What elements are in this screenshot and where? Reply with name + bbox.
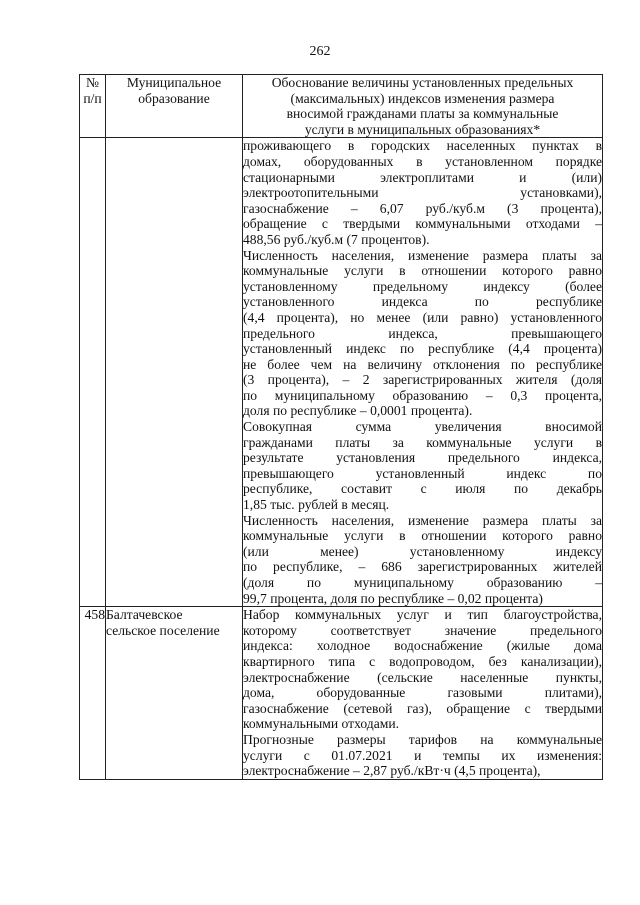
text-line: стационарными электроплитами и (или) (243, 169, 602, 185)
tariff-table (79, 74, 603, 780)
text-line: 488,56 руб./куб.м (7 процентов). (243, 231, 430, 247)
header-number-line: № (86, 75, 99, 90)
text-line: (4,4 процента), но менее (или равно) установленного (243, 309, 602, 325)
header-municipality (106, 75, 243, 138)
header-basis-line: вносимой гражданами платы за коммунальные (286, 106, 559, 122)
header-basis (243, 75, 603, 138)
text-line: электроснабжение – 2,87 руб./кВт·ч (4,5 процента), (243, 763, 541, 779)
header-number (80, 75, 106, 138)
paragraph (243, 607, 602, 732)
text-line: Набор коммунальных услуг и тип благоустройства, (243, 607, 602, 623)
paragraph (243, 419, 602, 513)
text-line: 1,85 тыс. рублей в месяц. (243, 497, 390, 513)
text-line: домах, оборудованных в установленном порядке (243, 153, 602, 169)
text-line: квартирного типа с водопроводом, без канализации), (243, 653, 602, 669)
text-line: электроотопительными установками), (243, 185, 602, 201)
page-number: 262 (309, 44, 331, 59)
cell-number-empty (80, 138, 106, 607)
text-line: Численность населения, изменение размера платы за (243, 247, 602, 263)
text-line: коммунальные услуги в отношении которого равно (243, 263, 602, 279)
text-line: предельного индекса, превышающего (243, 325, 602, 341)
text-line: установленный индекс по республике (4,4 процента) (243, 341, 602, 357)
header-number-line: п/п (83, 90, 102, 106)
header-municipality-line: образование (138, 90, 210, 106)
table-header-row (80, 75, 603, 138)
header-basis-line: Обоснование величины установленных предельных (271, 75, 574, 90)
text-line: Совокупная сумма увеличения вносимой (243, 419, 602, 435)
paragraph (243, 138, 602, 247)
text-line: Численность населения, изменение размера платы за (243, 512, 602, 528)
text-line: коммунальные услуги в отношении которого равно (243, 528, 602, 544)
text-line: (3 процента), – 2 зарегистрированных жителя (доля (243, 372, 602, 388)
text-line: гражданами платы за коммунальные услуги в (243, 434, 602, 450)
text-line: газоснабжение (сетевой газ), обращение с твердыми (243, 700, 602, 716)
cell-basis-458 (243, 607, 603, 780)
text-line: республике, составит с июля по декабрь (243, 481, 602, 497)
text-line: установленному предельному индексу (более (243, 278, 602, 294)
text-line: Прогнозные размеры тарифов на коммунальные (243, 731, 602, 747)
text-line: индекса: холодное водоснабжение (жилые дома (243, 638, 602, 654)
text-line: доля по республике – 0,0001 процента). (243, 403, 473, 419)
text-line: результате установления предельного индекса, (243, 450, 602, 466)
text-line: коммунальными отходами. (243, 716, 400, 732)
municipality-line: Балтачевское (106, 607, 183, 623)
row-number: 458 (80, 607, 106, 780)
text-line: которому соответствует значение предельного (243, 622, 602, 638)
text-line: услуги с 01.07.2021 и темпы их изменения: (243, 747, 602, 763)
text-line: (доля по муниципальному образованию – (243, 575, 602, 590)
text-line: электроснабжение (сельские населенные пункты, (243, 669, 602, 685)
text-line: обращение с твердыми коммунальными отходами – (243, 216, 602, 232)
text-line: установленного индекса по республике (243, 294, 602, 310)
header-municipality-line: Муниципальное (126, 75, 222, 90)
cell-municipality-empty (106, 138, 243, 607)
text-line: по муниципальному образованию – 0,3 процента, (243, 387, 602, 403)
table-row-continued (80, 138, 603, 607)
municipality-name (106, 607, 243, 780)
cell-basis-continued (243, 138, 603, 607)
paragraph (243, 732, 602, 779)
text-line: дома, оборудованные газовыми плитами), (243, 685, 602, 701)
text-line: превышающего установленный индекс по (243, 465, 602, 481)
text-line: газоснабжение – 6,07 руб./куб.м (3 процента), (243, 200, 602, 216)
text-line: не более чем на величину отклонения по республике (243, 356, 602, 372)
text-line: по республике, – 686 зарегистрированных жителей (243, 559, 602, 575)
municipality-line: сельское поселение (106, 622, 220, 638)
text-line: 99,7 процента, доля по республике – 0,02 процента) (243, 590, 543, 606)
header-basis-line: (максимальных) индексов изменения размера (290, 90, 555, 106)
table-row-458 (80, 607, 603, 780)
text-line: проживающего в городских населенных пунктах в (243, 138, 602, 154)
header-basis-line: услуги в муниципальных образованиях* (304, 121, 541, 137)
text-line: (или менее) установленному индексу (243, 543, 602, 559)
paragraph (243, 513, 602, 607)
paragraph (243, 248, 602, 420)
